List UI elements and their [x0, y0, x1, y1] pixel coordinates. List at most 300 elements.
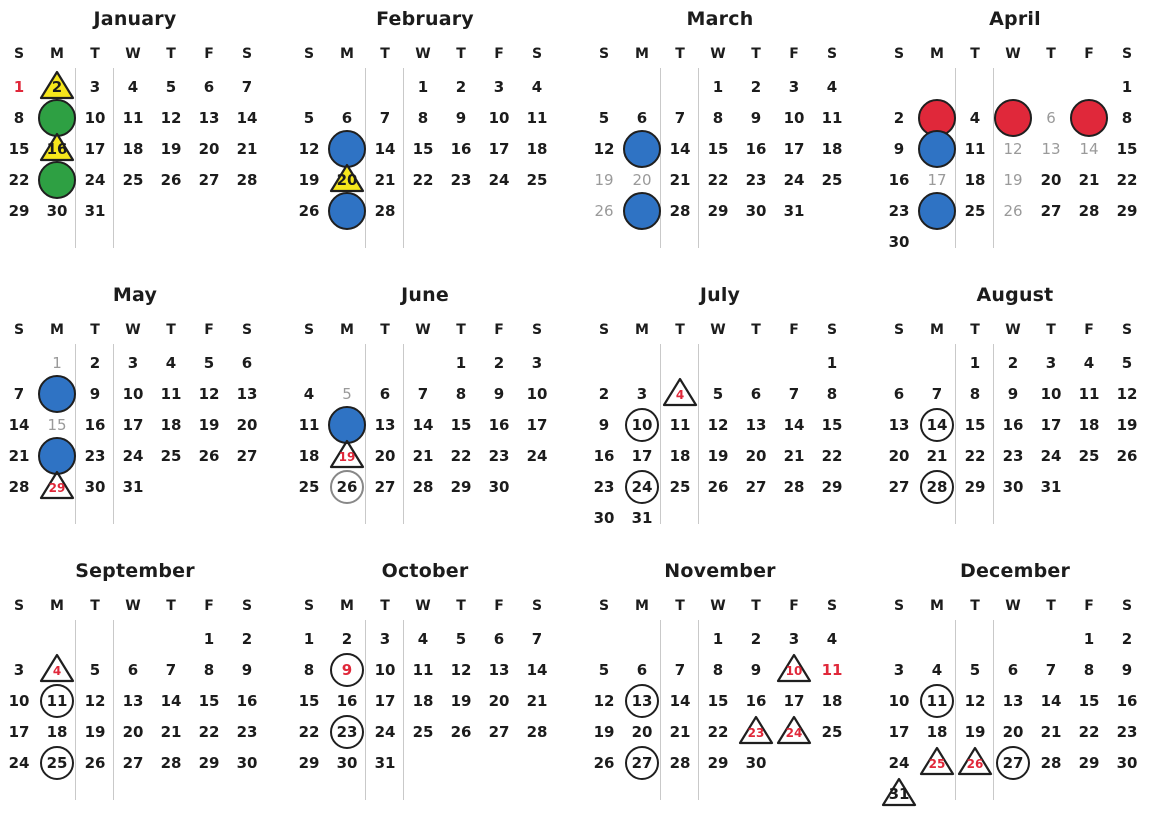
date-cell: 15 [198, 692, 220, 710]
weekday-header: S [531, 46, 543, 62]
date-cell: 20 [488, 692, 510, 710]
weekday-header: W [125, 46, 141, 62]
date-cell: 27 [198, 171, 220, 189]
weekday-header: F [204, 46, 214, 62]
date-cell: 7 [531, 630, 543, 648]
weekday-header: W [415, 322, 431, 338]
weekday-header: S [1121, 598, 1133, 614]
date-cell: 5 [712, 385, 724, 403]
circle-green-marker [38, 161, 76, 199]
weekday-header: W [710, 598, 726, 614]
date-cell: 26 [1116, 447, 1138, 465]
date-cell: 28 [1078, 202, 1100, 220]
date-cell: 24 [488, 171, 510, 189]
grid-line [698, 344, 699, 524]
date-cell: 16 [593, 447, 615, 465]
weekday-header: S [826, 46, 838, 62]
date-cell: 12 [84, 692, 106, 710]
date-cell: 25 [669, 478, 691, 496]
date-cell: 22 [707, 723, 729, 741]
date-cell: 17 [488, 140, 510, 158]
date-cell: 29 [48, 481, 66, 495]
weekday-header: T [380, 598, 390, 614]
date-cell: 10 [1040, 385, 1062, 403]
date-cell: 2 [493, 354, 505, 372]
date-cell: 22 [8, 171, 30, 189]
date-cell: 14 [526, 661, 548, 679]
date-cell: 14 [236, 109, 258, 127]
date-cell: 25 [1078, 447, 1100, 465]
date-cell: 30 [888, 233, 910, 251]
date-cell: 15 [707, 692, 729, 710]
date-cell: 15 [707, 140, 729, 158]
date-cell: 13 [374, 416, 396, 434]
date-cell: 11 [46, 692, 68, 710]
weekday-header: M [340, 322, 354, 338]
date-cell: 28 [374, 202, 396, 220]
weekday-header: T [970, 322, 980, 338]
date-cell: 2 [1121, 630, 1133, 648]
date-cell: 23 [593, 478, 615, 496]
date-cell: 9 [750, 109, 762, 127]
date-cell: 17 [888, 723, 910, 741]
date-cell: 11 [669, 416, 691, 434]
month-november [585, 560, 855, 820]
date-cell: 24 [84, 171, 106, 189]
date-cell: 4 [303, 385, 315, 403]
date-cell: 5 [89, 661, 101, 679]
date-cell: 6 [636, 661, 648, 679]
date-cell: 9 [1007, 385, 1019, 403]
date-cell: 22 [298, 723, 320, 741]
date-cell: 7 [674, 109, 686, 127]
date-cell: 25 [122, 171, 144, 189]
date-cell: 16 [84, 416, 106, 434]
weekday-header: W [125, 598, 141, 614]
weekday-header: W [1005, 322, 1021, 338]
date-cell: 3 [127, 354, 139, 372]
date-cell: 7 [241, 78, 253, 96]
date-cell: 14 [160, 692, 182, 710]
date-cell: 10 [785, 664, 803, 678]
date-cell: 13 [888, 416, 910, 434]
date-cell: 15 [298, 692, 320, 710]
date-cell: 6 [493, 630, 505, 648]
weekday-header: S [303, 322, 315, 338]
date-cell: 20 [122, 723, 144, 741]
grid-line [955, 68, 956, 248]
date-cell: 23 [488, 447, 510, 465]
date-cell: 13 [1041, 140, 1061, 158]
date-cell: 30 [488, 478, 510, 496]
date-cell: 23 [336, 723, 358, 741]
weekday-header: S [598, 46, 610, 62]
date-cell: 2 [51, 78, 63, 96]
date-cell: 16 [888, 171, 910, 189]
weekday-header: S [1121, 46, 1133, 62]
month-title: September [75, 560, 195, 582]
month-title: October [381, 560, 469, 582]
month-title: April [989, 8, 1041, 30]
date-cell: 16 [450, 140, 472, 158]
date-cell: 11 [821, 661, 843, 679]
date-cell: 8 [417, 109, 429, 127]
date-cell: 8 [303, 661, 315, 679]
date-cell: 14 [1040, 692, 1062, 710]
date-cell: 11 [412, 661, 434, 679]
weekday-header: T [90, 322, 100, 338]
date-cell: 26 [1003, 202, 1023, 220]
date-cell: 20 [1040, 171, 1062, 189]
weekday-header: T [166, 46, 176, 62]
date-cell: 7 [13, 385, 25, 403]
month-title: January [93, 8, 177, 30]
weekday-header: T [675, 322, 685, 338]
date-cell: 23 [1002, 447, 1024, 465]
date-cell: 11 [122, 109, 144, 127]
date-cell: 28 [236, 171, 258, 189]
month-july [585, 284, 855, 544]
date-cell: 11 [964, 140, 986, 158]
date-cell: 5 [455, 630, 467, 648]
date-cell: 13 [488, 661, 510, 679]
weekday-header: W [125, 322, 141, 338]
date-cell: 10 [374, 661, 396, 679]
weekday-header: T [380, 322, 390, 338]
date-cell: 2 [241, 630, 253, 648]
weekday-header: T [675, 46, 685, 62]
date-cell: 24 [783, 171, 805, 189]
date-cell: 29 [707, 754, 729, 772]
grid-line [113, 620, 114, 800]
date-cell: 16 [745, 140, 767, 158]
date-cell: 16 [1002, 416, 1024, 434]
date-cell: 4 [931, 661, 943, 679]
date-cell: 11 [821, 109, 843, 127]
weekday-header: S [826, 322, 838, 338]
date-cell: 2 [89, 354, 101, 372]
weekday-header: T [90, 46, 100, 62]
date-cell: 18 [1078, 416, 1100, 434]
date-cell: 30 [236, 754, 258, 772]
date-cell: 8 [455, 385, 467, 403]
date-cell: 19 [450, 692, 472, 710]
date-cell: 23 [747, 726, 765, 740]
weekday-header: S [893, 322, 905, 338]
date-cell: 9 [241, 661, 253, 679]
date-cell: 26 [593, 754, 615, 772]
weekday-header: W [1005, 46, 1021, 62]
date-cell: 19 [84, 723, 106, 741]
date-cell: 25 [160, 447, 182, 465]
date-cell: 11 [926, 692, 948, 710]
weekday-header: T [751, 598, 761, 614]
date-cell: 4 [531, 78, 543, 96]
date-cell: 22 [1116, 171, 1138, 189]
date-cell: 12 [450, 661, 472, 679]
date-cell: 21 [374, 171, 396, 189]
date-cell: 14 [374, 140, 396, 158]
date-cell: 7 [379, 109, 391, 127]
date-cell: 17 [783, 140, 805, 158]
date-cell: 6 [203, 78, 215, 96]
date-cell: 19 [964, 723, 986, 741]
date-cell: 28 [526, 723, 548, 741]
date-cell: 18 [926, 723, 948, 741]
weekday-header: F [204, 322, 214, 338]
weekday-header: T [1046, 598, 1056, 614]
date-cell: 7 [165, 661, 177, 679]
date-cell: 3 [788, 630, 800, 648]
date-cell: 20 [631, 723, 653, 741]
date-cell: 9 [493, 385, 505, 403]
date-cell: 4 [675, 388, 685, 402]
weekday-header: W [710, 46, 726, 62]
date-cell: 3 [636, 385, 648, 403]
date-cell: 31 [783, 202, 805, 220]
date-cell: 10 [783, 109, 805, 127]
month-title: December [959, 560, 1071, 582]
grid-line [365, 344, 366, 524]
date-cell: 25 [46, 754, 68, 772]
date-cell: 21 [160, 723, 182, 741]
date-cell: 2 [598, 385, 610, 403]
date-cell: 14 [1079, 140, 1099, 158]
date-cell: 27 [236, 447, 258, 465]
weekday-header: W [415, 46, 431, 62]
date-cell: 2 [750, 630, 762, 648]
date-cell: 17 [122, 416, 144, 434]
date-cell: 1 [1083, 630, 1095, 648]
date-cell: 27 [1040, 202, 1062, 220]
date-cell: 26 [336, 478, 358, 496]
date-cell: 30 [745, 202, 767, 220]
date-cell: 28 [669, 754, 691, 772]
circle-blue-marker [38, 375, 76, 413]
date-cell: 28 [412, 478, 434, 496]
date-cell: 6 [636, 109, 648, 127]
date-cell: 9 [1121, 661, 1133, 679]
date-cell: 28 [160, 754, 182, 772]
weekday-header: S [598, 598, 610, 614]
date-cell: 23 [745, 171, 767, 189]
date-cell: 5 [598, 109, 610, 127]
date-cell: 8 [203, 661, 215, 679]
date-cell: 7 [1045, 661, 1057, 679]
weekday-header: T [456, 598, 466, 614]
date-cell: 31 [84, 202, 106, 220]
month-september [0, 560, 270, 820]
date-cell: 13 [122, 692, 144, 710]
date-cell: 6 [893, 385, 905, 403]
date-cell: 18 [526, 140, 548, 158]
date-cell: 3 [493, 78, 505, 96]
month-october [290, 560, 560, 820]
date-cell: 6 [341, 109, 353, 127]
date-cell: 15 [1078, 692, 1100, 710]
weekday-header: T [380, 46, 390, 62]
date-cell: 9 [750, 661, 762, 679]
date-cell: 19 [160, 140, 182, 158]
date-cell: 8 [712, 661, 724, 679]
date-cell: 4 [969, 109, 981, 127]
date-cell: 7 [788, 385, 800, 403]
date-cell: 28 [926, 478, 948, 496]
date-cell: 29 [8, 202, 30, 220]
date-cell: 12 [1116, 385, 1138, 403]
date-cell: 1 [13, 78, 25, 96]
date-cell: 11 [526, 109, 548, 127]
date-cell: 15 [412, 140, 434, 158]
month-january [0, 8, 270, 268]
date-cell: 21 [8, 447, 30, 465]
month-december [880, 560, 1150, 820]
weekday-header: S [241, 322, 253, 338]
date-cell: 31 [122, 478, 144, 496]
date-cell: 1 [417, 78, 429, 96]
date-cell: 12 [707, 416, 729, 434]
date-cell: 24 [785, 726, 803, 740]
month-title: November [664, 560, 776, 582]
date-cell: 26 [966, 757, 984, 771]
circle-blue-marker [918, 192, 956, 230]
circle-blue-marker [623, 130, 661, 168]
weekday-header: W [415, 598, 431, 614]
date-cell: 5 [969, 661, 981, 679]
date-cell: 19 [593, 723, 615, 741]
date-cell: 19 [198, 416, 220, 434]
weekday-header: T [456, 322, 466, 338]
date-cell: 12 [593, 140, 615, 158]
weekday-header: M [930, 46, 944, 62]
weekday-header: F [494, 322, 504, 338]
date-cell: 21 [926, 447, 948, 465]
weekday-header: F [789, 322, 799, 338]
date-cell: 29 [450, 478, 472, 496]
date-cell: 28 [8, 478, 30, 496]
date-cell: 6 [750, 385, 762, 403]
date-cell: 4 [417, 630, 429, 648]
date-cell: 4 [826, 78, 838, 96]
date-cell: 8 [1121, 109, 1133, 127]
date-cell: 29 [298, 754, 320, 772]
date-cell: 12 [593, 692, 615, 710]
date-cell: 18 [160, 416, 182, 434]
date-cell: 8 [712, 109, 724, 127]
grid-line [75, 620, 76, 800]
weekday-header: M [930, 598, 944, 614]
weekday-header: W [1005, 598, 1021, 614]
weekday-header: T [970, 598, 980, 614]
date-cell: 24 [122, 447, 144, 465]
month-march [585, 8, 855, 268]
weekday-header: T [751, 322, 761, 338]
date-cell: 3 [893, 661, 905, 679]
weekday-header: T [456, 46, 466, 62]
date-cell: 14 [783, 416, 805, 434]
weekday-header: T [166, 322, 176, 338]
date-cell: 6 [1007, 661, 1019, 679]
date-cell: 8 [826, 385, 838, 403]
weekday-header: T [90, 598, 100, 614]
weekday-header: M [635, 46, 649, 62]
weekday-header: S [598, 322, 610, 338]
date-cell: 22 [1078, 723, 1100, 741]
date-cell: 20 [632, 171, 652, 189]
date-cell: 2 [750, 78, 762, 96]
date-cell: 31 [631, 509, 653, 527]
date-cell: 5 [342, 385, 352, 403]
date-cell: 27 [888, 478, 910, 496]
date-cell: 10 [122, 385, 144, 403]
date-cell: 30 [336, 754, 358, 772]
date-cell: 24 [888, 754, 910, 772]
date-cell: 14 [669, 692, 691, 710]
month-title: August [976, 284, 1054, 306]
date-cell: 19 [338, 450, 356, 464]
date-cell: 24 [8, 754, 30, 772]
date-cell: 10 [8, 692, 30, 710]
weekday-header: S [13, 598, 25, 614]
date-cell: 7 [674, 661, 686, 679]
date-cell: 25 [526, 171, 548, 189]
date-cell: 13 [1002, 692, 1024, 710]
date-cell: 10 [888, 692, 910, 710]
date-cell: 17 [783, 692, 805, 710]
date-cell: 8 [1083, 661, 1095, 679]
grid-line [365, 68, 366, 248]
date-cell: 1 [826, 354, 838, 372]
date-cell: 6 [1046, 109, 1056, 127]
date-cell: 27 [122, 754, 144, 772]
date-cell: 21 [1078, 171, 1100, 189]
date-cell: 9 [341, 661, 353, 679]
date-cell: 4 [52, 664, 62, 678]
date-cell: 15 [47, 416, 67, 434]
date-cell: 9 [893, 140, 905, 158]
weekday-header: F [204, 598, 214, 614]
date-cell: 1 [712, 78, 724, 96]
date-cell: 13 [631, 692, 653, 710]
grid-line [660, 344, 661, 524]
date-cell: 14 [669, 140, 691, 158]
date-cell: 2 [455, 78, 467, 96]
date-cell: 11 [1078, 385, 1100, 403]
weekday-header: F [789, 598, 799, 614]
date-cell: 9 [598, 416, 610, 434]
date-cell: 20 [236, 416, 258, 434]
date-cell: 21 [1040, 723, 1062, 741]
circle-blue-marker [328, 192, 366, 230]
weekday-header: M [50, 46, 64, 62]
date-cell: 1 [1121, 78, 1133, 96]
date-cell: 17 [927, 171, 947, 189]
weekday-header: T [166, 598, 176, 614]
date-cell: 16 [488, 416, 510, 434]
date-cell: 18 [46, 723, 68, 741]
date-cell: 5 [303, 109, 315, 127]
date-cell: 17 [631, 447, 653, 465]
date-cell: 5 [598, 661, 610, 679]
date-cell: 15 [8, 140, 30, 158]
date-cell: 30 [84, 478, 106, 496]
date-cell: 2 [893, 109, 905, 127]
date-cell: 29 [1116, 202, 1138, 220]
date-cell: 18 [122, 140, 144, 158]
grid-line [955, 620, 956, 800]
date-cell: 24 [374, 723, 396, 741]
weekday-header: S [893, 598, 905, 614]
